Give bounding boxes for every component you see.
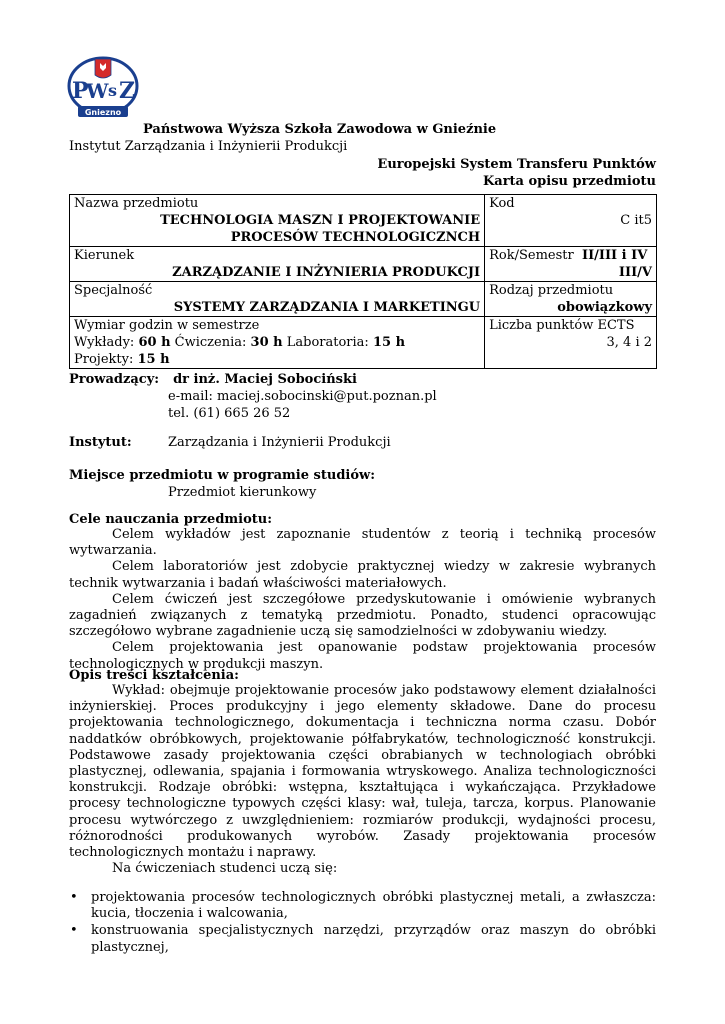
content-paragraph: Na ćwiczeniach studenci uczą się: [112,861,338,877]
lecturer-name: dr inż. Maciej Sobociński [173,372,357,387]
type-cell [485,282,657,317]
svg-text:Z: Z [119,78,136,104]
year-value: II/III i IV [581,248,648,263]
content-label: Opis treści kształcenia: [69,668,239,683]
content-text [69,683,656,877]
svg-text:P: P [72,78,89,104]
semester-value: III/V [618,265,652,280]
goals-paragraph: Celem wykładów jest zapoznanie studentów z teorią i techniką procesów wytwarzania. [69,527,656,559]
svg-text:Gniezno: Gniezno [84,108,122,117]
institute-name: Instytut Zarządzania i Inżynierii Produkcji [69,139,348,154]
place-label: Miejsce przedmiotu w programie studiów: [69,468,376,483]
institute-value: Zarządzania i Inżynierii Produkcji [168,435,391,450]
type-label: Rodzaj przedmiotu [489,283,614,298]
table-row [70,317,657,369]
lecturer-phone: tel. (61) 665 26 52 [168,406,291,421]
list-item-text: projektowania procesów technologicznych obróbki plastycznej metali, a zwłaszcza: kucia, tłoczenia i walcowania, [91,890,656,922]
svg-text:W: W [86,79,109,103]
course-name-line1: TECHNOLOGIA MASZN I PROJEKTOWANIE [160,213,481,228]
goals-paragraph: Celem projektowania jest opanowanie podstaw projektowania procesów technologicznych w produkcji maszyn. [69,640,656,672]
content-paragraph: Wykład: obejmuje projektowanie procesów jako podstawowy element działalności inżynierskiej. Proces produkcyjny i jego elementy składowe. Dane do procesu projektowania technologicznego, dokumentacja i techniczna norma czasu. Dobór naddatków obróbkowych, projektowanie półfabrykatów, technologiczność konstrukcji. Podstawowe zasady projektowania części obrabianych w technologiach obróbki plastycznej, odlewania, spajania i formowania wtryskowego. Analiza technologiczności konstrukcji. Rodzaje obróbki: wstępna, kształtująca i wykańczająca. Przykładowe procesy technologiczne typowych części klasy: wał, tuleja, tarcza, korpus. Planowanie procesu wytwórczego z uwzględnieniem: rozmiarów produkcji, wydajności procesu, różnorodności produkowanych wyrobów. Zasady projektowania procesów technologicznych montażu i naprawy. [69,683,656,861]
exercises-value: 30 h [250,335,283,350]
ects-header [377,156,656,190]
university-logo [64,54,142,124]
ects-label: Liczba punktów ECTS [489,318,635,333]
svg-text:s: s [108,81,118,100]
ects-cell [485,317,657,369]
course-name-label: Nazwa przedmiotu [74,196,199,211]
place-section [69,467,375,501]
goals-paragraph: Celem ćwiczeń jest szczegółowe przedyskutowanie i omówienie wybranych zagadnień związanych z tematyką przedmiotu. Ponadto, studenci opracowując szczegółowo wybrane zagadnienie uczą się samodzielności w zdobywaniu wiedzy. [69,591,656,640]
goals-label: Cele nauczania przedmiotu: [69,512,273,527]
course-name-cell [70,195,485,247]
table-row [70,195,657,247]
lectures-value: 60 h [138,335,171,350]
specialty-label: Specjalność [74,283,153,298]
list-item [69,923,656,955]
goals-paragraph: Celem laboratoriów jest zdobycie praktycznej wiedzy w zakresie wybranych technik wytwarzania i badań właściwości materiałowych. [69,559,656,591]
lecturer-section [69,371,437,422]
ects-title: Europejski System Transferu Punktów [377,157,656,172]
course-name-line2: PROCESÓW TECHNOLOGICZNCH [230,230,481,245]
code-cell [485,195,657,247]
card-title: Karta opisu przedmiotu [482,174,656,189]
lecturer-email: e-mail: maciej.sobocinski@put.poznan.pl [168,389,437,404]
lectures-label: Wykłady: [74,335,135,350]
projects-label: Projekty: [74,352,134,367]
field-label: Kierunek [74,248,135,263]
hours-cell [70,317,485,369]
bullet-icon: • [70,923,78,939]
code-value: C it5 [620,213,652,228]
type-value: obowiązkowy [557,300,652,315]
year-label: Rok/Semestr [489,248,574,263]
code-label: Kod [489,196,515,211]
hours-label: Wymiar godzin w semestrze [74,318,260,333]
list-item [69,890,656,922]
specialty-value: SYSTEMY ZARZĄDZANIA I MARKETINGU [173,300,481,315]
labs-value: 15 h [372,335,406,350]
institute-section [69,434,391,451]
field-value: ZARZĄDZANIE I INŻYNIERIA PRODUKCJI [172,265,481,280]
ects-value: 3, 4 i 2 [606,335,652,350]
exercise-list [69,890,656,957]
lecturer-label: Prowadzący: [69,372,160,387]
field-cell [70,247,485,282]
table-row [70,282,657,317]
list-item-text: konstruowania specjalistycznych narzędzi, przyrządów oraz maszyn do obróbki plastycznej, [91,923,656,955]
university-name: Państwowa Wyższa Szkoła Zawodowa w Gnieźnie [143,122,497,137]
labs-label: Laboratoria: [286,335,369,350]
table-row [70,247,657,282]
specialty-cell [70,282,485,317]
institute-label: Instytut: [69,435,132,450]
year-cell [485,247,657,282]
bullet-icon: • [70,890,78,905]
course-info-table [69,194,657,369]
place-value: Przedmiot kierunkowy [168,485,317,500]
goals-text [69,527,656,673]
projects-value: 15 h [137,352,170,367]
exercises-label: Ćwiczenia: [174,335,247,350]
